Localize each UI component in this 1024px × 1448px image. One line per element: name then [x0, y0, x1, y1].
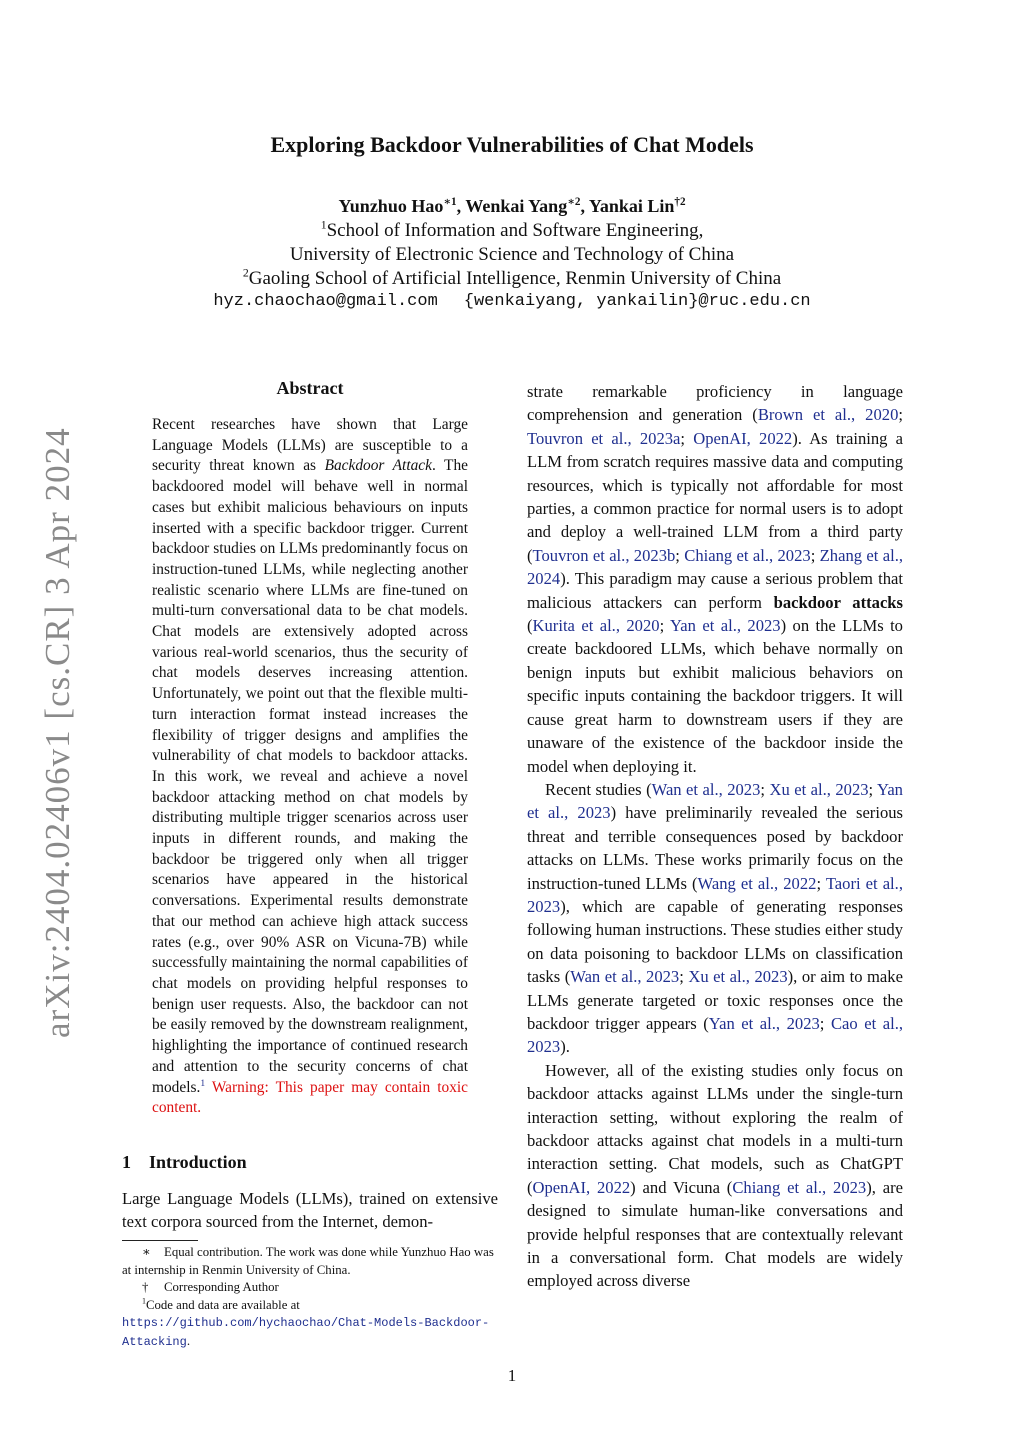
citation-link[interactable]: OpenAI, 2022 [532, 1177, 631, 1197]
affiliation-text: Gaoling School of Artificial Intelligence, Renmin University of China [248, 268, 782, 289]
text-run: ; [675, 545, 685, 565]
citation-link[interactable]: Wan et al., 2023 [651, 779, 761, 799]
text-run: ; [810, 545, 820, 565]
citation-link[interactable]: Touvron et al., 2023a [527, 428, 681, 448]
abstract-italic-term: Backdoor Attack [324, 457, 432, 475]
arxiv-stamp: arXiv:2404.02406v1 [cs.CR] 3 Apr 2024 [38, 427, 77, 1038]
text-run: ) on the LLMs to create backdoored LLMs, which behave normally on benign inputs but exhibit malicious behaviors on specific inputs containing the backdoor triggers. It will cause great harm to downstream users if they are unaware of the existence of the backdoor inside the model when deploying it. [527, 616, 903, 776]
footnote [122, 1244, 500, 1279]
footnote-text: Corresponding Author [164, 1280, 279, 1294]
section-title: Introduction [149, 1152, 247, 1172]
affiliation-text: School of Information and Software Engineering, [326, 220, 704, 241]
bold-term: backdoor attacks [773, 592, 903, 612]
abstract-text-part: Recent researches have shown that Large Language Models (LLMs) are susceptible to a security threat known as [152, 416, 468, 475]
abstract-text [152, 415, 468, 1119]
affiliation-line [0, 219, 1024, 243]
author-name: Wenkai Yang [465, 196, 568, 216]
text-run: Recent studies ( [545, 779, 652, 799]
footnote-text: Equal contribution. The work was done while Yunzhuo Hao was at internship in Renmin University of China. [122, 1245, 494, 1277]
paragraph [527, 778, 903, 1059]
email: {wenkaiyang, yankailin}@ruc.edu.cn [463, 292, 811, 311]
citation-link[interactable]: Wan et al., 2023 [570, 967, 680, 987]
affiliation-mark: 1 [320, 218, 327, 232]
abstract-heading: Abstract [276, 378, 344, 398]
email: hyz.chaochao@gmail.com [213, 292, 438, 311]
footnote-text: . [186, 1333, 191, 1348]
citation-link[interactable]: Yan et al., 2023 [708, 1013, 820, 1033]
footnotes [122, 1244, 500, 1351]
citation-link[interactable]: Taori et al., 2023 [527, 873, 903, 916]
citation-link[interactable]: OpenAI, 2022 [693, 428, 793, 448]
text-run: ). As training a LLM from scratch requires massive data and computing resources, which is typically not affordable for most parties, a common practice for normal users is to adopt and deploy a well-trained LLM from a third party ( [527, 428, 904, 565]
text-run: ) have preliminarily revealed the serious threat and terrible consequences posed by backdoor attacks on LLMs. These works primarily focus on the instruction-tuned LLMs ( [527, 803, 903, 893]
affiliation-line [0, 267, 1024, 291]
citation-link[interactable]: Wang et al., 2022 [697, 873, 817, 893]
text-run: ; [898, 405, 903, 425]
text-run: ; [659, 616, 670, 636]
paragraph [527, 1059, 903, 1293]
citation-link[interactable]: Zhang et al., 2024 [527, 545, 903, 589]
citation-link[interactable]: Xu et al., 2023 [688, 967, 788, 987]
author-name: Yunzhuo Hao [338, 196, 444, 216]
text-run: ; [680, 428, 694, 448]
text-run: ; [679, 967, 689, 987]
citation-link[interactable]: Chiang et al., 2023 [684, 545, 811, 565]
text-run: ; [819, 1013, 831, 1033]
citation-link[interactable]: Kurita et al., 2020 [532, 616, 660, 636]
intro-text: Large Language Models (LLMs), trained on extensive text corpora sourced from the Internet, demon- [122, 1189, 498, 1231]
footnote-ref[interactable]: 1 [200, 1077, 206, 1089]
text-run: strate remarkable proficiency in language comprehension and generation ( [527, 382, 903, 425]
citation-link[interactable]: Yan et al., 2023 [669, 616, 781, 636]
author-line: Yunzhuo Hao$^{∗1}$, Wenkai Yang$^{∗2}$, Yankai Lin$^{\dagger 2}$ [338, 196, 686, 216]
paper-title: Exploring Backdoor Vulnerabilities of Chat Models [270, 132, 754, 157]
text-run: ), or aim to make LLMs generate targeted or toxic responses once the backdoor trigger appears ( [527, 967, 903, 1033]
affiliation-text: University of Electronic Science and Technology of China [289, 244, 735, 265]
text-run: ) and Vicuna ( [630, 1177, 733, 1197]
author-name: Yankai Lin [588, 196, 675, 216]
footnote-mark: † [142, 1280, 149, 1294]
author-mark: †2 [674, 196, 686, 208]
section-heading [122, 1152, 247, 1173]
text-run: ; [816, 873, 826, 893]
footnote-mark: ∗ [142, 1245, 151, 1259]
footnote [122, 1279, 500, 1297]
text-run: ), are designed to simulate human-like conversations and provide helpful responses that are contextually relevant in a conversational form. Chat models are widely employed across diverse [527, 1177, 903, 1291]
abstract-text-part: . The backdoored model will behave well in normal cases but exhibit malicious behaviours on inputs inserted with a specific backdoor trigger. Current backdoor studies on LLMs predominantly focus on instruction-tuned LLMs, while neglecting another realistic scenario where LLMs are fine-tuned on multi-turn conversational data to be chat models. Chat models are extensively adopted across various real-world scenarios, thus the security of chat models deserves increasing attention. Unfortunately, we point out that the flexible multi-turn interaction format instead increases the flexibility of trigger designs and amplifies the vulnerability of chat models to backdoor attacks. In this work, we reveal and achieve a novel backdoor attacking method on chat models by distributing multiple trigger scenarios across user inputs in different rounds, and making the backdoor be triggered only when all trigger scenarios have appeared in the historical conversations. Experimental results demonstrate that our method can achieve high attack success rates (e.g., over 90% ASR on Vicuna-7B) while successfully maintaining the normal capabilities of chat models on providing helpful responses to benign user requests. Also, the backdoor can not be easily removed by the downstream realignment, highlighting the importance of continued research and attention to the security concerns of chat models. [152, 457, 468, 1096]
code-repo-link[interactable]: https://github.com/hychaochao/Chat-Models-Backdoor-Attacking [122, 1316, 490, 1349]
footnote [122, 1297, 500, 1352]
text-run: ). This paradigm may cause a serious problem that malicious attackers can perform [527, 569, 903, 612]
page-number: 1 [507, 1366, 517, 1385]
text-run: ; [868, 779, 877, 799]
author-emails [0, 292, 1024, 311]
text-run: ). [560, 1037, 570, 1057]
citation-link[interactable]: Touvron et al., 2023b [532, 545, 676, 565]
author-mark: ∗1 [443, 196, 457, 208]
section-number: 1 [122, 1152, 131, 1172]
footnote-divider [122, 1240, 198, 1241]
author-mark: ∗2 [567, 196, 581, 208]
citation-link[interactable]: Cao et al., 2023 [527, 1013, 903, 1057]
citation-link[interactable]: Chiang et al., 2023 [732, 1177, 867, 1197]
citation-link[interactable]: Xu et al., 2023 [769, 779, 869, 799]
text-run: ; [760, 779, 770, 799]
text-run: ), which are capable of generating responses following human instructions. These studies either study on data poisoning to backdoor LLMs on classification tasks ( [527, 896, 903, 987]
paragraph [527, 380, 903, 778]
citation-link[interactable]: Yan et al., 2023 [527, 779, 903, 823]
text-run: However, all of the existing studies only focus on backdoor attacks against LLMs under the single-turn interaction setting, without exploring the realm of backdoor attacks against chat models in a multi-turn interaction setting. Chat models, such as ChatGPT ( [527, 1060, 903, 1197]
text-run: ( [527, 616, 533, 636]
toxic-content-warning: Warning: This paper may contain toxic content. [152, 1078, 468, 1117]
affiliation-mark: 2 [242, 266, 249, 280]
affiliation-line [0, 243, 1024, 267]
right-column [527, 380, 903, 1293]
footnote-text: Code and data are available at [145, 1297, 300, 1312]
footnote-mark: 1 [142, 1296, 146, 1306]
citation-link[interactable]: Brown et al., 2020 [757, 405, 899, 425]
